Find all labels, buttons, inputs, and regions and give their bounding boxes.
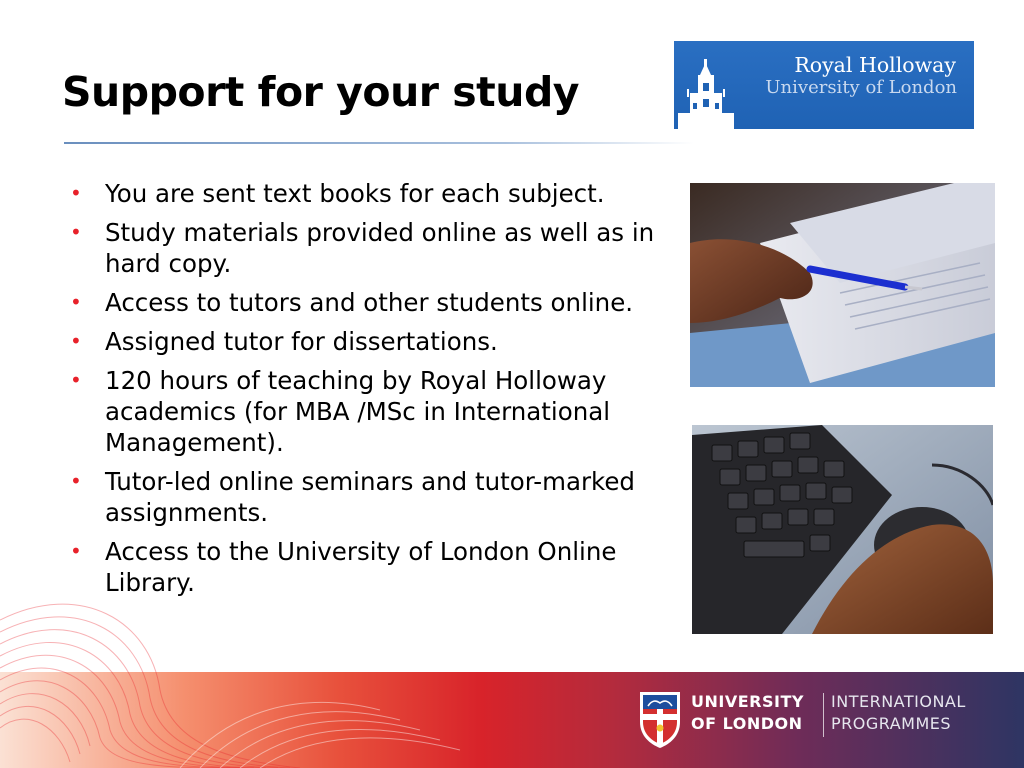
bullet-marker: • <box>70 220 82 244</box>
bullet-marker: • <box>70 329 82 353</box>
bullet-marker: • <box>70 368 82 392</box>
university-of-london-wordmark <box>691 691 804 735</box>
ip-line-1: INTERNATIONAL <box>831 692 966 711</box>
bullet-item <box>70 178 660 209</box>
uol-line-2: OF LONDON <box>691 714 803 733</box>
bullet-marker: • <box>70 181 82 205</box>
photo-book-pen <box>690 183 995 387</box>
uol-line-1: UNIVERSITY <box>691 692 804 711</box>
photo-keyboard-mouse <box>692 425 993 634</box>
bullet-list <box>70 178 660 606</box>
international-programmes-wordmark <box>831 691 966 735</box>
bullet-marker: • <box>70 539 82 563</box>
bullet-text: Tutor-led online seminars and tutor-marked assignments. <box>105 467 635 527</box>
bullet-text: Study materials provided online as well as in hard copy. <box>105 218 655 278</box>
bullet-text: Access to the University of London Online Library. <box>105 537 617 597</box>
bullet-item <box>70 466 660 528</box>
bullet-item <box>70 365 660 458</box>
bullet-marker: • <box>70 290 82 314</box>
university-crest-icon <box>638 690 682 748</box>
footer-divider <box>823 693 824 737</box>
ip-line-2: PROGRAMMES <box>831 714 952 733</box>
bullet-marker: • <box>70 469 82 493</box>
title-divider <box>64 142 694 144</box>
slide-title: Support for your study <box>62 68 580 116</box>
royal-holloway-subtitle: University of London <box>765 77 957 98</box>
bullet-text: Access to tutors and other students online. <box>105 288 634 317</box>
bullet-text: 120 hours of teaching by Royal Holloway academics (for MBA /MSc in International Management). <box>105 366 611 457</box>
bullet-item <box>70 326 660 357</box>
bullet-item <box>70 217 660 279</box>
bullet-item <box>70 287 660 318</box>
bullet-text: Assigned tutor for dissertations. <box>105 327 498 356</box>
royal-holloway-logo <box>674 41 974 129</box>
bullet-text: You are sent text books for each subject. <box>105 179 605 208</box>
decorative-swirl <box>0 560 520 768</box>
royal-holloway-name: Royal Holloway <box>794 53 956 77</box>
